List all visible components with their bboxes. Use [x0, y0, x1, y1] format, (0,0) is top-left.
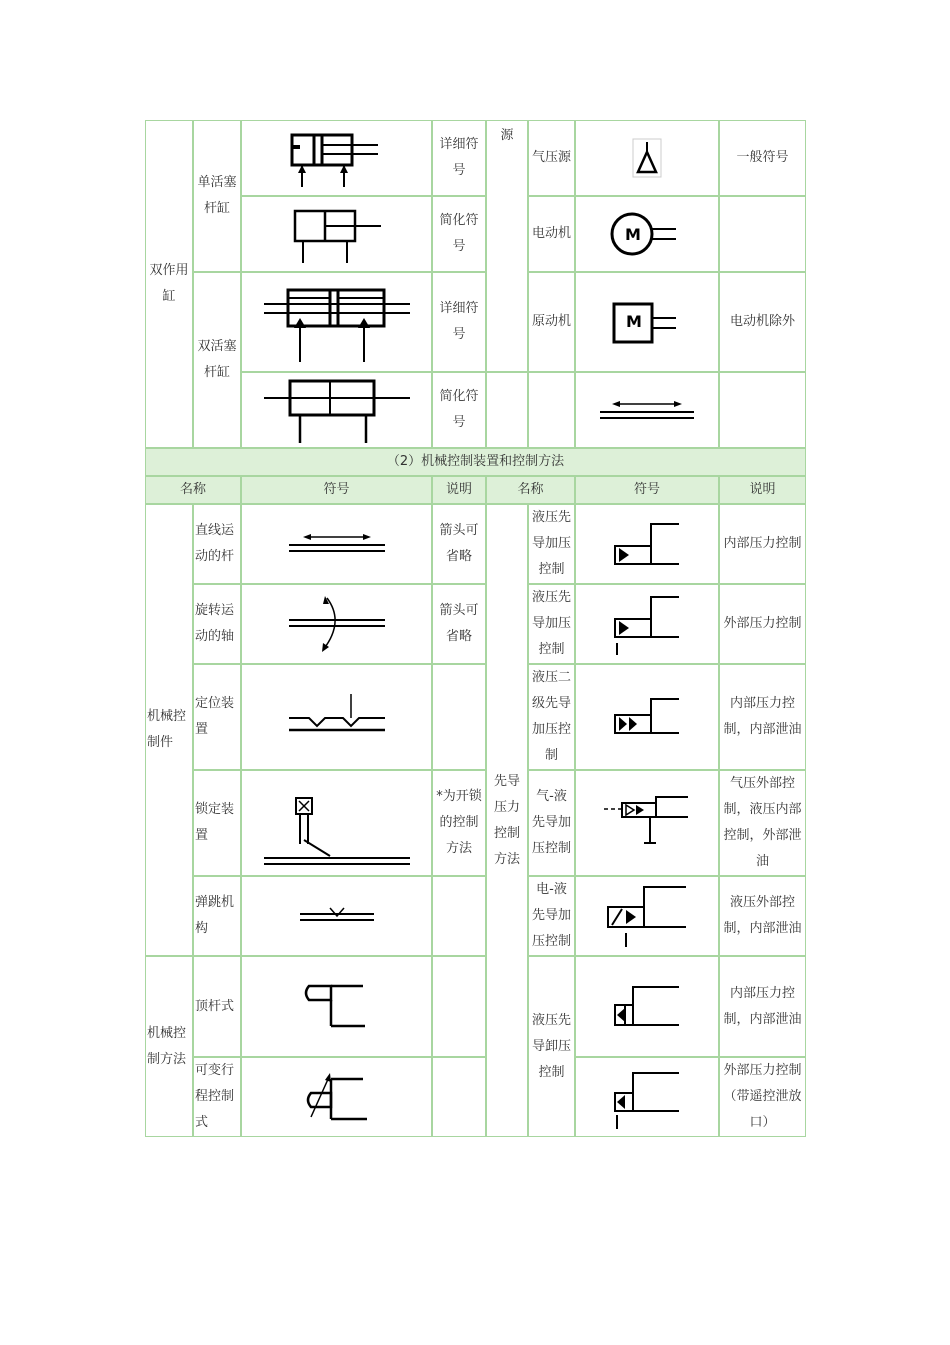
- header-symbol-left: 符号: [241, 476, 432, 504]
- group-double-acting: 双作用 缸: [145, 120, 193, 448]
- mech-part-name-rotary: 旋转运 动的轴: [193, 584, 241, 664]
- pilot-note-unload-2: 外部压力控制 （带遥控泄放 口）: [719, 1057, 806, 1137]
- row4-right-note-empty: [719, 372, 806, 448]
- linear-arrow-shaft-icon: [598, 393, 696, 427]
- header-name-left: 名称: [145, 476, 241, 504]
- symbol-cell-detent: [241, 664, 432, 770]
- pilot-internal-icon: [611, 518, 683, 570]
- pilot-two-stage-icon: [611, 695, 683, 739]
- prime-mover-label: 原动机: [528, 272, 575, 372]
- detent-icon: [289, 692, 385, 742]
- group-mech-methods: 机械控 制方法: [145, 956, 193, 1137]
- pilot-name-two-stage: 液压二 级先导 加压控 制: [528, 664, 575, 770]
- mech-part-name-linear: 直线运 动的杆: [193, 504, 241, 584]
- symbol-cell-pilot-2: [575, 584, 719, 664]
- pilot-note-elec-hyd: 液压外部控 制，内部泄油: [719, 876, 806, 956]
- single-rod-cylinder-simple-icon: [287, 201, 387, 267]
- symbol-cell-prime-mover: [575, 272, 719, 372]
- mech-part-note-rotary: 箭头可 省略: [432, 584, 486, 664]
- mech-part-note-detent: [432, 664, 486, 770]
- detail-note-2: 详细符 号: [432, 272, 486, 372]
- single-rod-label: 单活塞 杆缸: [193, 120, 241, 272]
- motor-note-empty: [719, 196, 806, 272]
- rotary-shaft-icon: [289, 594, 385, 654]
- symbol-cell-variable-stroke: [241, 1057, 432, 1137]
- group-pilot-control: 先导 压力 控制 方法: [486, 504, 528, 1137]
- row4-right-empty-name: [528, 372, 575, 448]
- mech-method-note-variable: [432, 1057, 486, 1137]
- general-symbol-note: 一般符号: [719, 120, 806, 196]
- header-symbol-right: 符号: [575, 476, 719, 504]
- simple-note-1: 简化符 号: [432, 196, 486, 272]
- mech-part-note-linear: 箭头可 省略: [432, 504, 486, 584]
- symbol-cell-double-detail: [241, 272, 432, 372]
- symbol-cell-plunger: [241, 956, 432, 1057]
- symbol-cell-linear-rod: [241, 504, 432, 584]
- single-rod-cylinder-detail-icon: [282, 125, 392, 191]
- symbol-cell-single-simple: [241, 196, 432, 272]
- symbol-cell-pneumatic-source: [575, 120, 719, 196]
- pneumatic-source-icon: [632, 138, 662, 178]
- pilot-unload-external-icon: [611, 1063, 683, 1131]
- motor-icon: [610, 208, 684, 260]
- header-note-left: 说明: [432, 476, 486, 504]
- double-rod-cylinder-detail-icon: [264, 280, 410, 364]
- pilot-name-hyd-apply-1: 液压先 导加压 控制: [528, 504, 575, 584]
- mech-part-note-overcenter: [432, 876, 486, 956]
- mech-method-name-variable: 可变行 程控制 式: [193, 1057, 241, 1137]
- symbol-cell-unload-2: [575, 1057, 719, 1137]
- plunger-icon: [301, 980, 373, 1034]
- symbol-cell-overcenter: [241, 876, 432, 956]
- symbol-cell-air-hyd: [575, 770, 719, 876]
- double-rod-label: 双活塞 杆缸: [193, 272, 241, 448]
- pilot-name-hyd-apply-2: 液压先 导加压 控制: [528, 584, 575, 664]
- motor-letter: M: [625, 225, 641, 244]
- pilot-air-hydraulic-icon: [604, 793, 690, 853]
- pilot-note-two-stage: 内部压力控 制，内部泄油: [719, 664, 806, 770]
- group-mech-parts: 机械控 制件: [145, 504, 193, 956]
- motor-label: 电动机: [528, 196, 575, 272]
- mech-part-note-lock: *为开锁 的控制 方法: [432, 770, 486, 876]
- symbol-cell-unload-1: [575, 956, 719, 1057]
- lock-device-icon: [264, 778, 410, 868]
- symbol-cell-linear-shaft: [575, 372, 719, 448]
- section-title: （2）机械控制装置和控制方法: [145, 448, 806, 476]
- prime-mover-letter: M: [626, 312, 642, 331]
- header-name-right: 名称: [486, 476, 575, 504]
- double-rod-cylinder-simple-icon: [264, 375, 410, 445]
- mech-part-name-detent: 定位装 置: [193, 664, 241, 770]
- header-note-right: 说明: [719, 476, 806, 504]
- pilot-note-2: 外部压力控制: [719, 584, 806, 664]
- pilot-name-unload: 液压先 导卸压 控制: [528, 956, 575, 1137]
- pilot-unload-internal-icon: [611, 981, 683, 1033]
- pilot-note-air-hyd: 气压外部控 制，液压内部 控制，外部泄 油: [719, 770, 806, 876]
- symbol-cell-pilot-two-stage: [575, 664, 719, 770]
- symbol-cell-motor: [575, 196, 719, 272]
- detail-note-1: 详细符 号: [432, 120, 486, 196]
- linear-rod-icon: [289, 529, 385, 559]
- symbol-cell-pilot-1: [575, 504, 719, 584]
- mech-method-note-plunger: [432, 956, 486, 1057]
- symbol-cell-single-detail: [241, 120, 432, 196]
- symbol-cell-elec-hyd: [575, 876, 719, 956]
- source-label: 源: [486, 120, 528, 372]
- simple-note-2: 简化符 号: [432, 372, 486, 448]
- symbol-cell-lock: [241, 770, 432, 876]
- pneumatic-source-label: 气压源: [528, 120, 575, 196]
- variable-stroke-icon: [301, 1069, 373, 1125]
- except-motor-note: 电动机除外: [719, 272, 806, 372]
- prime-mover-icon: [610, 296, 684, 348]
- symbol-cell-rotary-shaft: [241, 584, 432, 664]
- pilot-electro-hydraulic-icon: [604, 881, 690, 951]
- pilot-external-icon: [611, 591, 683, 657]
- pilot-note-unload-1: 内部压力控 制，内部泄油: [719, 956, 806, 1057]
- mech-part-name-lock: 锁定装 置: [193, 770, 241, 876]
- mech-method-name-plunger: 顶杆式: [193, 956, 241, 1057]
- source-empty: [486, 372, 528, 448]
- symbol-cell-double-simple: [241, 372, 432, 448]
- overcenter-icon: [300, 904, 374, 928]
- mech-part-name-overcenter: 弹跳机 构: [193, 876, 241, 956]
- pilot-note-1: 内部压力控制: [719, 504, 806, 584]
- pilot-name-elec-hyd: 电-液 先导加 压控制: [528, 876, 575, 956]
- pilot-name-air-hyd: 气-液 先导加 压控制: [528, 770, 575, 876]
